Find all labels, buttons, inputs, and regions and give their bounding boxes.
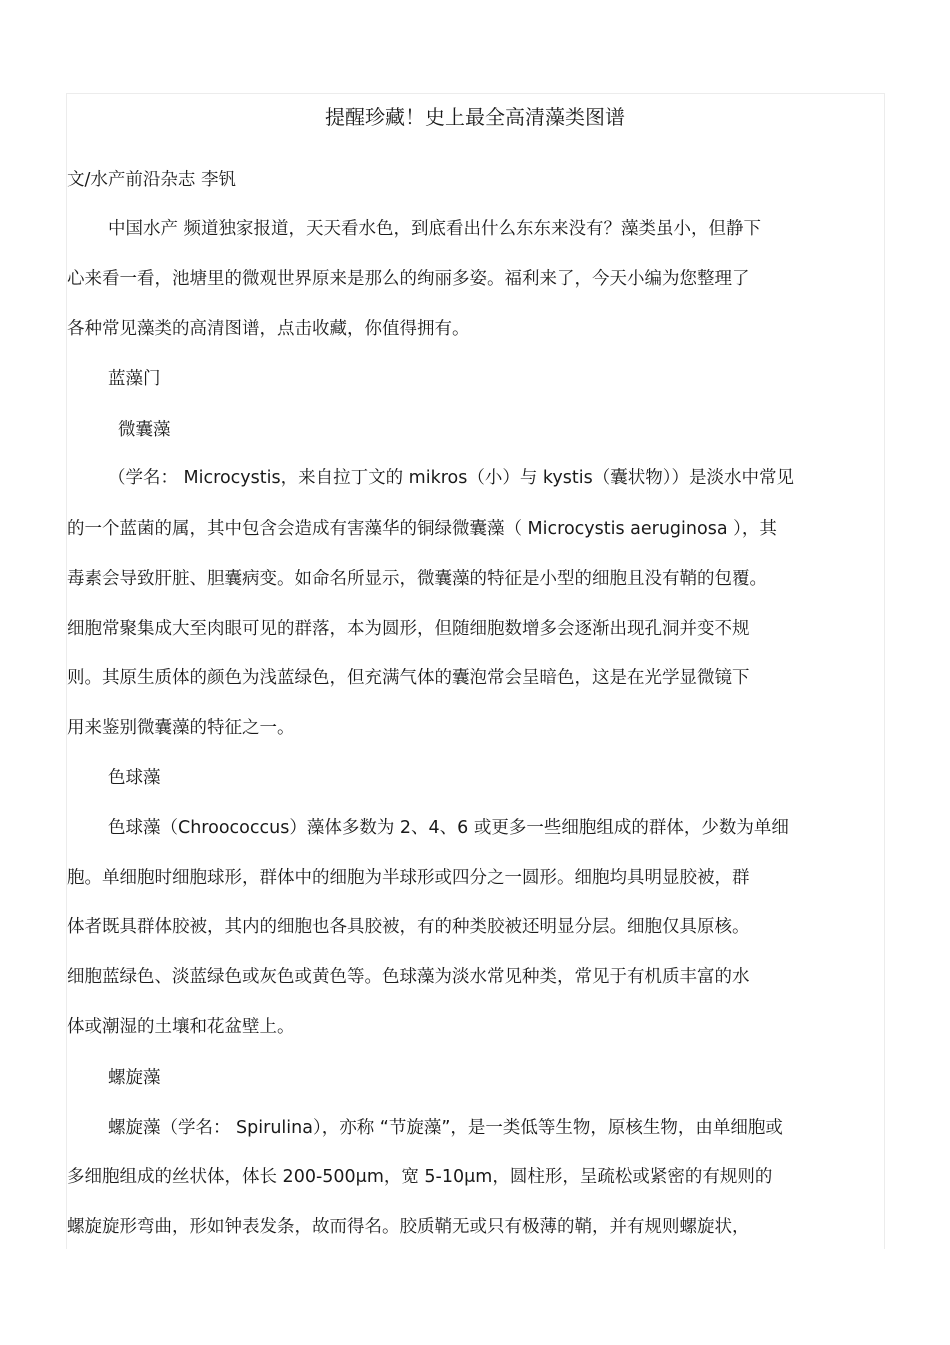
paragraph-line: 细胞常聚集成大至肉眼可见的群落，本为圆形，但随细胞数增多会逐渐出现孔洞并变不规: [67, 619, 750, 639]
paragraph-line: 螺旋旋形弯曲，形如钟表发条，故而得名。胶质鞘无或只有极薄的鞘，并有规则螺旋状，: [67, 1217, 750, 1237]
paragraph-line: 毒素会导致肝脏、胆囊病变。如命名所显示，微囊藻的特征是小型的细胞且没有鞘的包覆。: [67, 569, 767, 589]
paragraph-line: 螺旋藻（学名： Spirulina），亦称 “节旋藻”，是一类低等生物，原核生物，由单细胞或: [108, 1118, 783, 1138]
intro-line: 心来看一看，池塘里的微观世界原来是那么的绚丽多姿。福利来了，今天小编为您整理了: [67, 269, 750, 289]
intro-line: 各种常见藻类的高清图谱，点击收藏，你值得拥有。: [67, 319, 470, 339]
section-heading: 色球藻: [108, 768, 161, 788]
paragraph-line: 细胞蓝绿色、淡蓝绿色或灰色或黄色等。色球藻为淡水常见种类，常见于有机质丰富的水: [67, 967, 750, 987]
phylum-heading: 蓝藻门: [108, 369, 161, 389]
paragraph-line: （学名： Microcystis，来自拉丁文的 mikros（小）与 kystis（囊状物））是淡水中常见: [108, 468, 794, 488]
paragraph-line: 体或潮湿的土壤和花盆壁上。: [67, 1017, 295, 1037]
paragraph-line: 胞。单细胞时细胞球形，群体中的细胞为半球形或四分之一圆形。细胞均具明显胶被，群: [67, 868, 750, 888]
paragraph-line: 多细胞组成的丝状体，体长 200-500μm，宽 5-10μm，圆柱形，呈疏松或紧密的有规则的: [67, 1167, 773, 1187]
byline: 文/水产前沿杂志 李钒: [67, 170, 236, 190]
article-title: 提醒珍藏！史上最全高清藻类图谱: [325, 105, 625, 129]
paragraph-line: 色球藻（Chroococcus）藻体多数为 2、4、6 或更多一些细胞组成的群体，少数为单细: [108, 818, 789, 838]
section-heading: 微囊藻: [118, 420, 171, 440]
paragraph-line: 则。其原生质体的颜色为浅蓝绿色，但充满气体的囊泡常会呈暗色，这是在光学显微镜下: [67, 668, 750, 688]
section-heading: 螺旋藻: [108, 1068, 161, 1088]
paragraph-line: 体者既具群体胶被，其内的细胞也各具胶被，有的种类胶被还明显分层。细胞仅具原核。: [67, 917, 750, 937]
intro-line: 中国水产 频道独家报道，天天看水色，到底看出什么东东来没有？藻类虽小，但静下: [108, 219, 762, 239]
paragraph-line: 的一个蓝菌的属，其中包含会造成有害藻华的铜绿微囊藻（ Microcystis aeruginosa ），其: [67, 519, 777, 539]
paragraph-line: 用来鉴别微囊藻的特征之一。: [67, 718, 295, 738]
